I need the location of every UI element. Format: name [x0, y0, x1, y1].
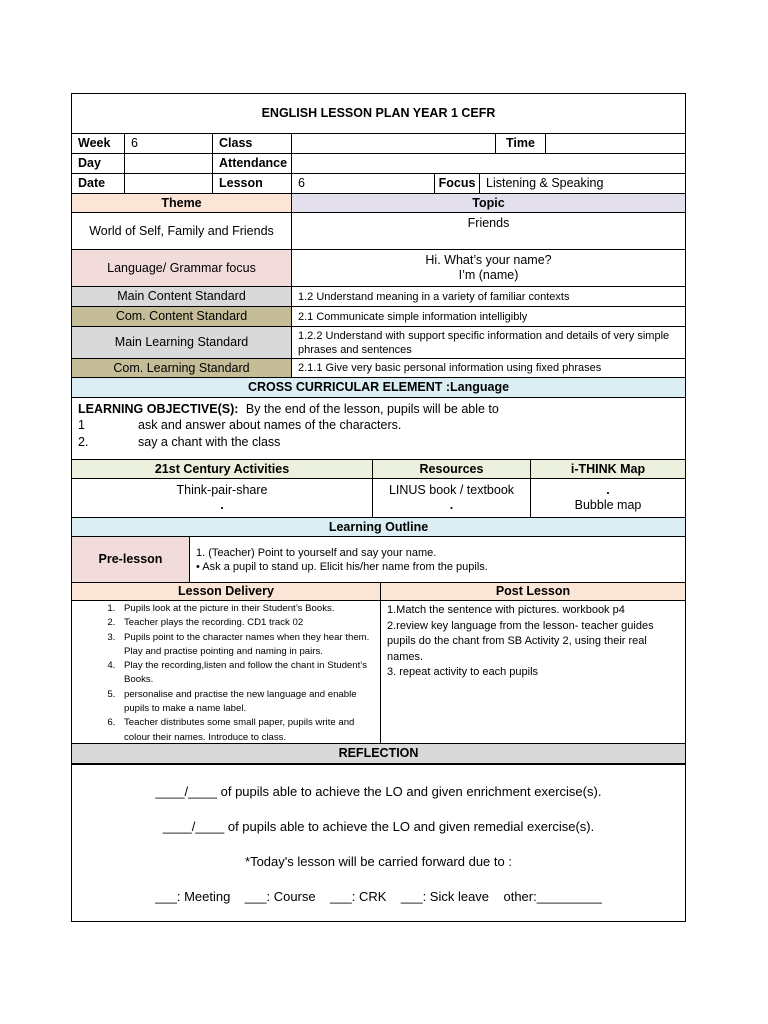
pre-lesson-row [72, 536, 685, 582]
activities-value-row [72, 478, 685, 517]
com-content-label: Com. Content Standard [72, 306, 291, 326]
list-item: 5. personalise and practise the new language and enable pupils to make a name label. [118, 688, 378, 717]
language-focus-row [72, 249, 685, 286]
list-item: 6. Teacher distributes some small paper, pupils write and colour their names. Introduce to class. [118, 716, 378, 745]
lesson-delivery-content [72, 600, 380, 743]
date-row [72, 173, 685, 193]
com-content-row [72, 306, 685, 326]
lesson-delivery-header: Lesson Delivery [72, 582, 380, 600]
focus-label: Focus [434, 173, 479, 193]
topic-value: Friends [291, 212, 685, 249]
list-item: 1. Pupils look at the picture in their Student’s Books. [118, 602, 378, 616]
century-activities-header: 21st Century Activities [72, 459, 372, 478]
main-content-row [72, 286, 685, 306]
week-label: Week [72, 133, 124, 153]
resources-value: LINUS book / textbook . [372, 478, 530, 517]
ithink-map-value: . Bubble map [530, 478, 685, 517]
theme-value: World of Self, Family and Friends [72, 212, 291, 249]
pre-lesson-label: Pre-lesson [72, 536, 189, 582]
language-focus-line2: I’m (name) [458, 268, 519, 282]
lesson-label: Lesson [212, 173, 291, 193]
main-content-value: 1.2 Understand meaning in a variety of familiar contexts [291, 286, 685, 306]
resources-header: Resources [372, 459, 530, 478]
reflection-header-row [72, 743, 685, 764]
reflection-remedial-line: ____/____ of pupils able to achieve the LO and given remedial exercise(s). [162, 819, 595, 834]
theme-topic-value-row [72, 212, 685, 249]
com-learning-label: Com. Learning Standard [72, 358, 291, 377]
language-focus-value [291, 249, 685, 286]
class-label: Class [212, 133, 291, 153]
day-label: Day [72, 153, 124, 173]
theme-header: Theme [72, 193, 291, 212]
list-item: 3. Pupils point to the character names when they hear them. Play and practise pointing and naming in pairs. [118, 631, 378, 660]
lesson-value: 6 [291, 173, 434, 193]
main-learning-value: 1.2.2 Understand with support specific information and details of very simple phrases and sentences [291, 326, 685, 358]
topic-header: Topic [291, 193, 685, 212]
pre-lesson-content: 1. (Teacher) Point to yourself and say your name. • Ask a pupil to stand up. Elicit his/her name from the pupils. [189, 536, 685, 582]
delivery-content-row [72, 600, 685, 743]
main-content-label: Main Content Standard [72, 286, 291, 306]
reflection-header: REFLECTION [72, 743, 685, 764]
reflection-reasons-line: ___: Meeting ___: Course ___: CRK ___: Sick leave other:_________ [155, 889, 602, 904]
week-value: 6 [124, 133, 212, 153]
week-row [72, 133, 685, 153]
date-value [124, 173, 212, 193]
focus-value: Listening & Speaking [479, 173, 685, 193]
reflection-enrichment-line: ____/____ of pupils able to achieve the LO and given enrichment exercise(s). [155, 784, 602, 799]
objectives-heading: LEARNING OBJECTIVE(S): [78, 402, 239, 416]
post-lesson-header: Post Lesson [380, 582, 685, 600]
learning-objectives [72, 397, 685, 459]
attendance-label: Attendance [212, 153, 291, 173]
day-value [124, 153, 212, 173]
main-learning-label: Main Learning Standard [72, 326, 291, 358]
learning-outline-header: Learning Outline [72, 517, 685, 536]
list-item: 2.review key language from the lesson- teacher guides pupils do the chant from SB Activity 2, using their real names. [387, 619, 654, 663]
lesson-delivery-list [72, 602, 378, 745]
main-learning-row [72, 326, 685, 358]
learning-objectives-row [72, 397, 685, 459]
title-row [72, 94, 685, 133]
objective-item: 2. say a chant with the class [78, 435, 281, 449]
objective-item: 1 ask and answer about names of the characters. [78, 418, 402, 432]
ithink-map-header: i-THINK Map [530, 459, 685, 478]
learning-outline-row [72, 517, 685, 536]
class-value [291, 133, 495, 153]
day-row [72, 153, 685, 173]
attendance-value [291, 153, 685, 173]
activities-header-row [72, 459, 685, 478]
list-item: 1.Match the sentence with pictures. workbook p4 [387, 604, 625, 616]
time-value [545, 133, 685, 153]
century-activities-value: Think-pair-share . [72, 478, 372, 517]
language-focus-label: Language/ Grammar focus [72, 249, 291, 286]
com-learning-value: 2.1.1 Give very basic personal information using fixed phrases [291, 358, 685, 377]
language-focus-line1: Hi. What’s your name? [425, 253, 552, 267]
com-content-value: 2.1 Communicate simple information intelligibly [291, 306, 685, 326]
list-item: 3. repeat activity to each pupils [387, 666, 539, 678]
cross-curricular-row [72, 377, 685, 397]
list-item: 4. Play the recording,listen and follow the chant in Student’s Books. [118, 659, 378, 688]
reflection-carry-forward-line: *Today's lesson will be carried forward due to : [245, 854, 512, 869]
page-title: ENGLISH LESSON PLAN YEAR 1 CEFR [261, 106, 496, 120]
cross-curricular-element: CROSS CURRICULAR ELEMENT :Language [72, 377, 685, 397]
date-label: Date [72, 173, 124, 193]
com-learning-row [72, 358, 685, 377]
reflection-body [72, 764, 685, 921]
lesson-plan-table [71, 93, 686, 922]
objectives-intro: By the end of the lesson, pupils will be able to [245, 402, 499, 416]
theme-topic-header-row [72, 193, 685, 212]
list-item: 2. Teacher plays the recording. CD1 track 02 [118, 616, 378, 630]
time-label: Time [495, 133, 545, 153]
delivery-header-row [72, 582, 685, 600]
post-lesson-content [380, 600, 685, 743]
